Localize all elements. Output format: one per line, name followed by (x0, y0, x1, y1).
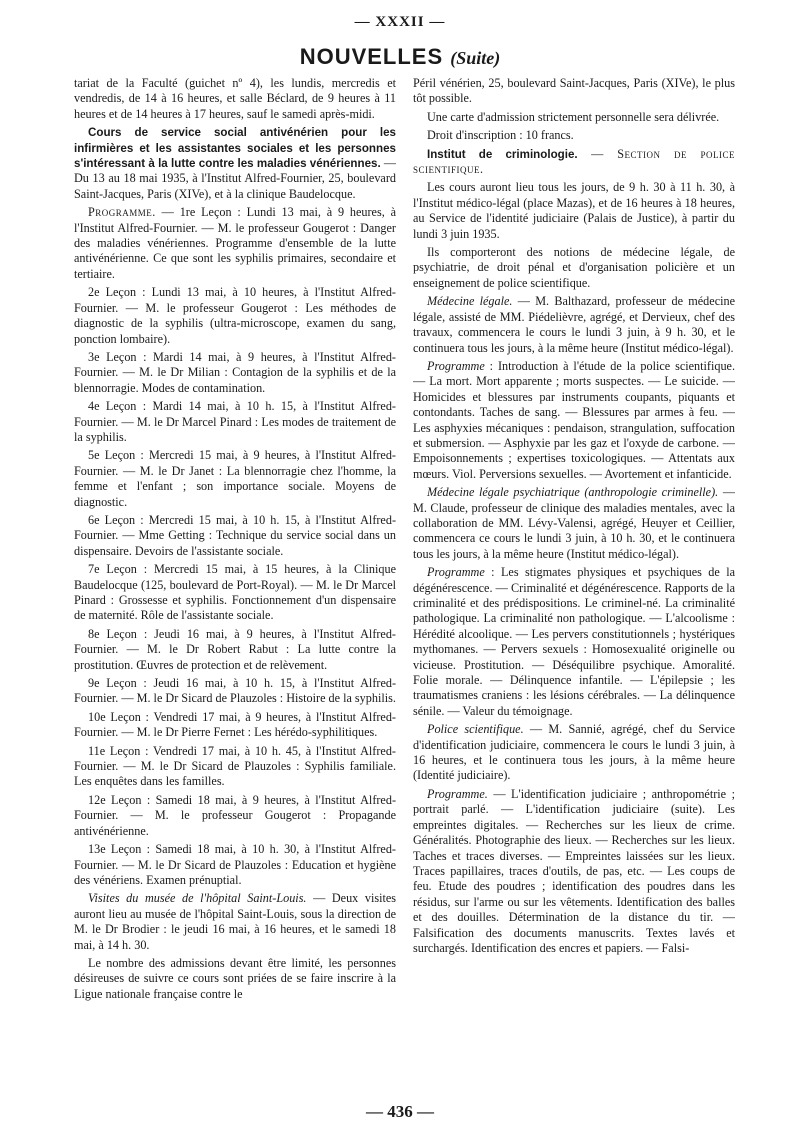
paragraph: 11e Leçon : Vendredi 17 mai, à 10 h. 45, à l'Institut Alfred-Fournier. — M. le Dr Sicard de Plauzoles : Syphilis familiale. Les enquêtes dans les familles. (74, 743, 396, 789)
paragraph: Péril vénérien, 25, boulevard Saint-Jacques, Paris (XIVe), le plus tôt possible. (413, 76, 735, 106)
paragraph: 13e Leçon : Samedi 18 mai, à 10 h. 30, à l'Institut Alfred-Fournier. — M. le Dr Sicard de Plauzoles : Education et hygiène des vénériens. Examen prénuptial. (74, 842, 396, 887)
section-title (0, 44, 800, 70)
paragraph: 9e Leçon : Jeudi 16 mai, à 10 h. 15, à l'Institut Alfred-Fournier. — M. le Dr Sicard de Plauzoles : Histoire de la syphilis. (74, 676, 396, 706)
paragraph: Visites du musée de l'hôpital Saint-Louis. — Deux visites auront lieu au musée de l'hôpital Saint-Louis, sous la direction de M. le Dr Brodier : le jeudi 16 mai, à 16 heures, et le samedi 18 mai, à 14 h. 30. (74, 891, 396, 952)
section-title-text: NOUVELLES (299, 44, 444, 69)
paragraph: 2e Leçon : Lundi 13 mai, à 10 heures, à l'Institut Alfred-Fournier. — M. le professeur Gougerot : Les méthodes de diagnostic de la syphilis (ultra-microscope, examen du sang, ponction lombaire). (74, 285, 396, 346)
paragraph: Ils comporteront des notions de médecine légale, de psychiatrie, de droit pénal et d'organisation policière et un enseignement de police scientifique. (413, 245, 735, 290)
institute-heading: Institut de criminologie. (427, 147, 578, 161)
paragraph: Programme. — L'identification judiciaire ; anthropométrie ; portrait parlé. — L'identification judiciaire (suite). Les empreintes digitales. — Recherches sur les lieux de crime. Généralités. Photographie des lieux. — Recherches sur les lieux. Taches et traces diverses. — Empreintes laissées sur les lieux. Traces papillaires, traces d'outils, de pas, etc. — Les coups de feu. Etude des poudres ; identification des poudres dans les résidus, sur l'arme ou sur les vêtements. Identification des balles et des douilles. Détermination de la distance du tir. — Falsification des documents manuscrits. Textes lavés et surchargés. Identification des encres et papiers. — Falsi- (413, 786, 735, 955)
paragraph: 3e Leçon : Mardi 14 mai, à 9 heures, à l'Institut Alfred-Fournier. — M. le Dr Milian : Contagion de la syphilis et de la blennorragie. Modes de contamination. (74, 349, 396, 395)
page-roman-number: — XXXII — (354, 14, 446, 30)
paragraph: Programme : Introduction à l'étude de la police scientifique. — La mort. Mort apparente ; morts suspectes. — Le suicide. — Homicides et blessures par instruments coupants, piquants et contondants. Taches de sang. — Blessures par armes à feu. — Les asphyxies mécaniques : pendaison, strangulation, suffocation et submersion. — Asphyxie par les gaz et l'oxyde de carbone. — Empoisonnements ; expertises toxicologiques. — Attentats aux mœurs. Viol. Perversions sexuelles. — Avortement et infanticide. (413, 358, 735, 481)
paragraph: Les cours auront lieu tous les jours, de 9 h. 30 à 11 h. 30, à l'Institut médico-légal (place Mazas), et de 16 heures à 18 heures, au Service de l'identité judiciaire (Palais de Justice), à partir du lundi 3 juin 1935. (413, 180, 735, 241)
page-number: — 436 — (366, 1102, 434, 1121)
paragraph: 4e Leçon : Mardi 14 mai, à 10 h. 15, à l'Institut Alfred-Fournier. — M. le Dr Marcel Pinard : Les modes de traitement de la syphilis. (74, 399, 396, 444)
paragraph: Police scientifique. — M. Sannié, agrégé, chef du Service d'identification judiciaire, commencera le cours le lundi 3 juin, à 16 heures, et le continuera tous les jours, à la même heure (Identité judiciaire). (413, 722, 735, 783)
paragraph: Médecine légale psychiatrique (anthropologie criminelle). — M. Claude, professeur de clinique des maladies mentales, avec la collaboration de MM. Lévy-Valensi, agrégé, Heuyer et Ceillier, commencera ce cours le lundi 3 juin, à 10 h. 30, et le continuera tous les jours, à la même heure (Institut médico-légal). (413, 485, 735, 561)
right-column (413, 76, 735, 1096)
paragraph: 8e Leçon : Jeudi 16 mai, à 9 heures, à l'Institut Alfred-Fournier. — M. le Dr Robert Rabut : La lutte contre la prostitution. Œuvres de protection et de relèvement. (74, 626, 396, 672)
course-heading: Cours de service social antivénérien pour les infirmières et les assistantes sociales et les personnes s'intéressant à la lutte contre les maladies vénériennes. (74, 126, 396, 171)
paragraph: Médecine légale. — M. Balthazard, professeur de médecine légale, assisté de MM. Piédelièvre, agrégé, et Dervieux, chef des travaux, commencera le cours le lundi 3 juin, à 9 h. 30, et le continuera tous les jours, à la même heure (Institut médico-légal). (413, 294, 735, 355)
left-column (74, 76, 396, 1096)
paragraph: 10e Leçon : Vendredi 17 mai, à 9 heures, à l'Institut Alfred-Fournier. — M. le Dr Pierre Fernet : Les hérédo-syphilitiques. (74, 709, 396, 740)
paragraph: 12e Leçon : Samedi 18 mai, à 9 heures, à l'Institut Alfred-Fournier. — M. le professeur Gougerot : Propagande antivénérienne. (74, 792, 396, 838)
paragraph: Une carte d'admission strictement personnelle sera délivrée. (427, 109, 720, 124)
paragraph: 5e Leçon : Mercredi 15 mai, à 9 heures, à l'Institut Alfred-Fournier. — M. le Dr Janet : La blennorragie chez l'homme, la femme et l'enfant ; son importance sociale. Moyens de diagnostic. (74, 448, 396, 509)
paragraph: Le nombre des admissions devant être limité, les personnes désireuses de suivre ce cours sont priées de se faire inscrire à la Ligue nationale française contre le (74, 955, 396, 1001)
paragraph: 7e Leçon : Mercredi 15 mai, à 15 heures, à la Clinique Baudelocque (125, boulevard de Port-Royal). — M. le Dr Marcel Pinard : Grossesse et syphilis. Fonctionnement d'un dispensaire de maternité. Rôle de l'assistante sociale. (74, 562, 396, 623)
paragraph: Droit d'inscription : 10 francs. (427, 128, 574, 143)
programme-label: Programme. (88, 205, 156, 220)
paragraph: 6e Leçon : Mercredi 15 mai, à 10 h. 15, à l'Institut Alfred-Fournier. — Mme Getting : Technique du service social dans un dispensaire. Devoirs de l'assistante sociale. (74, 512, 396, 558)
paragraph: Programme. — 1re Leçon : Lundi 13 mai, à 9 heures, à l'Institut Alfred-Fournier. — M. le professeur Gougerot : Danger des maladies vénériennes. Programme d'ensemble de la lutte antivénérienne. Ce que sont les syphilis primaires, secondaire et tertiaire. (74, 205, 396, 281)
paragraph: tariat de la Faculté (guichet nº 4), les lundis, mercredis et vendredis, de 14 à 16 heures, et salle Béclard, de 9 heures à 11 heures et de 14 heures à 17 heures, sauf le samedi après-midi. (74, 76, 396, 121)
paragraph: Institut de criminologie. — Section de police scientifique. (413, 146, 735, 177)
section-title-suite: (Suite) (450, 48, 501, 68)
paragraph: Programme : Les stigmates physiques et psychiques de la dégénérescence. — Criminalité et dégénérescence. Rapports de la criminalité et des prédispositions. Le criminel-né. La criminalité pathologique. La criminalité non pathologique. — L'alcoolisme : Hérédité alcoolique. — Les pervers constitutionnels ; hystériques mythomanes. — Pervers sexuels : Homosexualité originelle ou vicieuse. Prostitution. — Déséquilibre psychique. Amoralité. Folie morale. — Délinquence infantile. — L'épilepsie ; les traumatismes craniens : les lésions cérébrales. — La délinquence sénile. — Valeur du témoignage. (413, 565, 735, 718)
paragraph: Cours de service social antivénérien pour les infirmières et les assistantes sociales et les personnes s'intéressant à la lutte contre les maladies vénériennes. — Du 13 au 18 mai 1935, à l'Institut Alfred-Fournier, 25, boulevard Saint-Jacques, Paris (XIVe), et à la clinique Baudelocque. (74, 126, 396, 201)
visit-label: Visites du musée de l'hôpital Saint-Louis. (88, 891, 307, 906)
